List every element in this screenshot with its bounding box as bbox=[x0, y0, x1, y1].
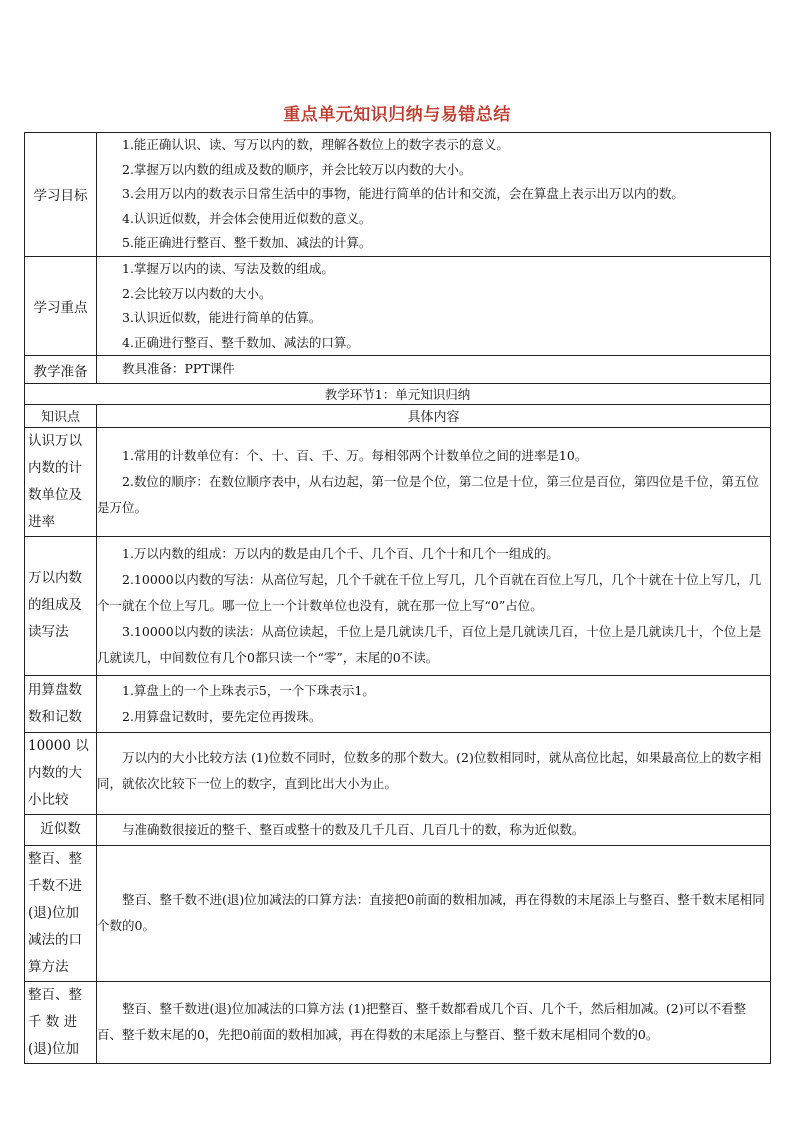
knowledge-paragraph: 3.10000以内数的读法：从高位读起，千位上是几就读几千，百位上是几就读几百，十位上是几就读几十，个位上是几就读几，中间数位有几个0都只读一个“零”，末尾的0不读。 bbox=[97, 623, 762, 665]
knowledge-label-line: 千数不进 bbox=[28, 877, 82, 894]
knowledge-paragraph: 万以内的大小比较方法 (1)位数不同时，位数多的那个数大。(2)位数相同时，就从高位比起，如果最高位上的数字相同，就依次比较下一位上的数字，直到比出大小为止。 bbox=[97, 750, 762, 792]
knowledge-label-line: (退)位加 bbox=[28, 904, 80, 921]
keypoint-item: 1.掌握万以内的读、写法及数的组成。 bbox=[122, 260, 334, 276]
knowledge-label-line: 千 数 进 bbox=[28, 1013, 78, 1030]
knowledge-label-line: 数单位及 bbox=[28, 486, 82, 503]
knowledge-paragraph: 2.10000以内数的写法：从高位写起，几个千就在千位上写几，几个百就在百位上写几，几个十就在十位上写几，几个一就在个位上写几。哪一位上一个计数单位也没有，就在那一位上写“0”占位。 bbox=[97, 571, 762, 613]
knowledge-content bbox=[97, 845, 771, 981]
knowledge-row bbox=[25, 845, 771, 981]
goal-item: 5.能正确进行整百、整千数加、减法的计算。 bbox=[122, 235, 372, 251]
goal-item: 4.认识近似数，并会体会使用近似数的意义。 bbox=[122, 210, 372, 226]
knowledge-label-line: 读写法 bbox=[28, 624, 69, 641]
knowledge-label-line: 内数的计 bbox=[28, 459, 82, 476]
prep-label: 教学准备 bbox=[25, 356, 97, 384]
knowledge-section bbox=[25, 427, 771, 1063]
section-title: 教学环节1：单元知识归纳 bbox=[25, 383, 771, 404]
keypoint-item: 2.会比较万以内数的大小。 bbox=[122, 285, 272, 301]
knowledge-row bbox=[25, 427, 771, 536]
column-header-content: 具体内容 bbox=[97, 404, 771, 427]
knowledge-label-line: 近似数 bbox=[40, 821, 81, 838]
knowledge-paragraph: 整百、整千数不进(退)位加减法的口算方法：直接把0前面的数相加减，再在得数的末尾添上与整百、整千数末尾相同个数的0。 bbox=[97, 892, 765, 934]
knowledge-label-line: 小比较 bbox=[28, 791, 69, 808]
knowledge-content bbox=[97, 536, 771, 675]
goals-content bbox=[97, 133, 771, 257]
knowledge-content bbox=[97, 732, 771, 814]
knowledge-label bbox=[25, 845, 97, 981]
knowledge-content bbox=[97, 427, 771, 536]
lesson-table bbox=[24, 132, 771, 1064]
knowledge-label-line: 的组成及 bbox=[28, 597, 82, 614]
keypoints-label: 学习重点 bbox=[25, 256, 97, 355]
knowledge-label-line: 整百、整 bbox=[28, 986, 82, 1003]
keypoints-row bbox=[25, 256, 771, 355]
goal-item: 3.会用万以内的数表示日常生活中的事物，能进行简单的估计和交流，会在算盘上表示出万以内的数。 bbox=[122, 186, 684, 202]
prep-content bbox=[97, 356, 771, 384]
goal-item: 2.掌握万以内数的组成及数的顺序，并会比较万以内数的大小。 bbox=[122, 161, 472, 177]
knowledge-label-line: 减法的口 bbox=[28, 931, 82, 948]
knowledge-label-line: 算方法 bbox=[28, 958, 69, 975]
document-title: 重点单元知识归纳与易错总结 bbox=[283, 105, 511, 125]
knowledge-paragraph: 整百、整千数进(退)位加减法的口算方法 (1)把整百、整千数都看成几个百、几个千，然后相加减。(2)可以不看整百、整千数末尾的0，先把0前面的数相加减，再在得数的末尾添上与整百、整千数末尾相同个数的0。 bbox=[97, 1001, 747, 1043]
knowledge-paragraph: 2.用算盘记数时，要先定位再拨珠。 bbox=[122, 708, 322, 724]
prep-row bbox=[25, 356, 771, 384]
knowledge-label-line: 进率 bbox=[28, 513, 55, 530]
knowledge-content bbox=[97, 981, 771, 1063]
knowledge-row bbox=[25, 981, 771, 1063]
goal-item: 1.能正确认识、读、写万以内的数，理解各数位上的数字表示的意义。 bbox=[122, 137, 509, 152]
knowledge-label-line: 万以内数 bbox=[28, 570, 82, 587]
column-header-knowledge: 知识点 bbox=[25, 404, 97, 427]
knowledge-label-line: 10000 以 bbox=[28, 737, 89, 754]
knowledge-row bbox=[25, 675, 771, 732]
knowledge-label-line: 整百、整 bbox=[28, 850, 82, 867]
knowledge-label-line: (退)位加 bbox=[28, 1040, 80, 1057]
knowledge-paragraph: 2.数位的顺序：在数位顺序表中，从右边起，第一位是个位，第二位是十位，第三位是百位，第四位是千位，第五位是万位。 bbox=[97, 473, 759, 515]
knowledge-row bbox=[25, 814, 771, 845]
goals-label: 学习目标 bbox=[25, 133, 97, 257]
knowledge-label-line: 数和记数 bbox=[28, 708, 82, 725]
knowledge-label bbox=[25, 427, 97, 536]
column-header-row bbox=[25, 404, 771, 427]
goals-row bbox=[25, 133, 771, 257]
keypoint-item: 3.认识近似数，能进行简单的估算。 bbox=[122, 310, 322, 326]
knowledge-row bbox=[25, 536, 771, 675]
knowledge-label-line: 认识万以 bbox=[28, 432, 82, 449]
knowledge-label bbox=[25, 981, 97, 1063]
keypoints-content bbox=[97, 256, 771, 355]
knowledge-label bbox=[25, 732, 97, 814]
knowledge-row bbox=[25, 732, 771, 814]
knowledge-paragraph: 1.算盘上的一个上珠表示5，一个下珠表示1。 bbox=[122, 682, 375, 698]
knowledge-label bbox=[25, 675, 97, 732]
knowledge-label bbox=[25, 536, 97, 675]
knowledge-content bbox=[97, 814, 771, 845]
section-row bbox=[25, 383, 771, 404]
knowledge-paragraph: 1.万以内数的组成：万以内的数是由几个千、几个百、几个十和几个一组成的。 bbox=[122, 545, 559, 561]
knowledge-content bbox=[97, 675, 771, 732]
prep-text: 教具准备：PPT课件 bbox=[122, 361, 235, 377]
knowledge-paragraph: 与准确数很接近的整千、整百或整十的数及几千几百、几百几十的数，称为近似数。 bbox=[122, 821, 585, 837]
knowledge-label-line: 内数的大 bbox=[28, 764, 82, 781]
keypoint-item: 4.正确进行整百、整千数加、减法的口算。 bbox=[122, 334, 359, 350]
knowledge-paragraph: 1.常用的计数单位有：个、十、百、千、万。每相邻两个计数单位之间的进率是10。 bbox=[122, 447, 588, 463]
knowledge-label bbox=[25, 814, 97, 845]
knowledge-label-line: 用算盘数 bbox=[28, 681, 82, 698]
